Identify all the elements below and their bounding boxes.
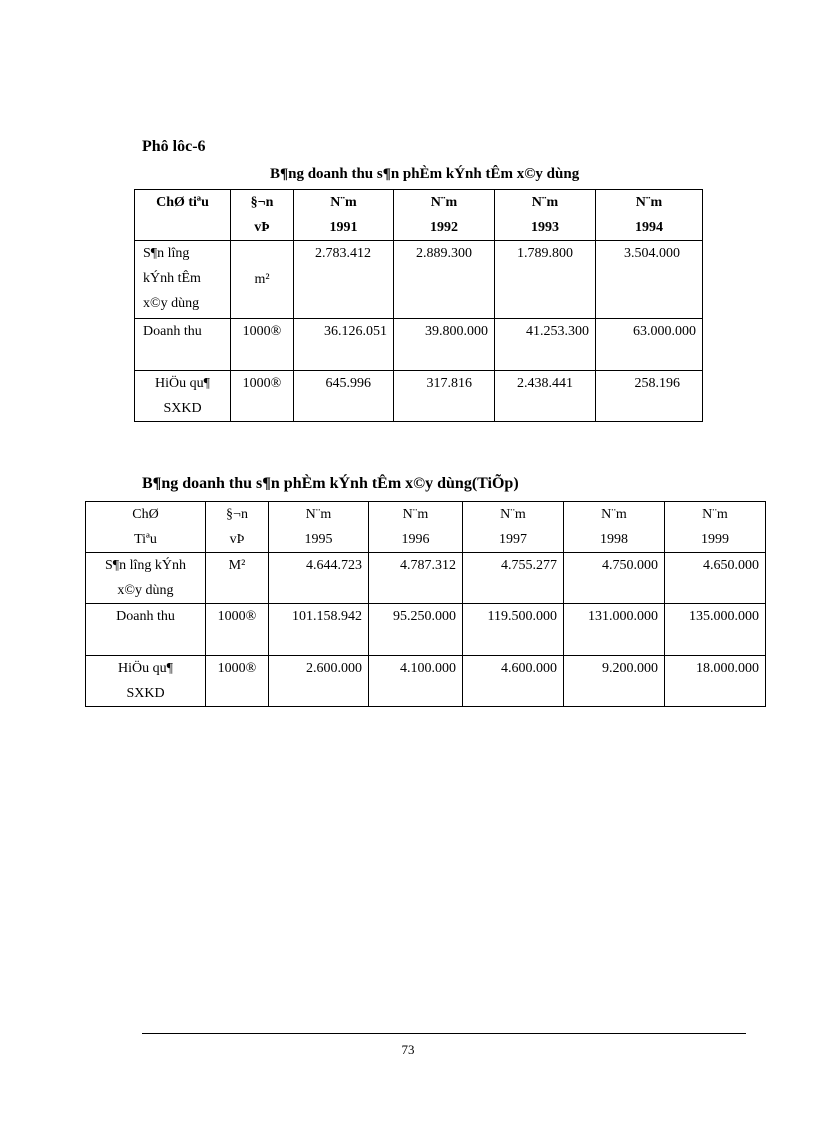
cell-value: 41.253.300: [495, 319, 596, 371]
cell-value: 135.000.000: [665, 604, 766, 656]
header-year: N¨m 1994: [596, 190, 703, 241]
cell-value: 4.600.000: [463, 656, 564, 707]
row-unit: 1000®: [206, 656, 269, 707]
header-year: N¨m 1995: [269, 502, 369, 553]
cell-value: 317.816: [394, 371, 495, 422]
cell-value: 2.600.000: [269, 656, 369, 707]
cell-value: 1.789.800: [495, 241, 596, 319]
cell-value: 4.100.000: [369, 656, 463, 707]
row-unit: 1000®: [231, 319, 294, 371]
table1-title: B¶ng doanh thu s¶n phÈm kÝnh tÊm x©y dùng: [270, 166, 580, 182]
cell-value: 4.644.723: [269, 553, 369, 604]
cell-value: 95.250.000: [369, 604, 463, 656]
header-year: N¨m 1999: [665, 502, 766, 553]
row-label: S¶n lîng kÝnh x©y dùng: [86, 553, 206, 604]
table-row: [86, 656, 766, 707]
table-row: [86, 604, 766, 656]
cell-value: 645.996: [294, 371, 394, 422]
header-year: N¨m 1991: [294, 190, 394, 241]
row-label: S¶n lîng kÝnh tÊm x©y dùng: [135, 241, 231, 319]
cell-value: 4.787.312: [369, 553, 463, 604]
row-label: Doanh thu: [86, 604, 206, 656]
cell-value: 131.000.000: [564, 604, 665, 656]
row-label: HiÖu qu¶ SXKD: [135, 371, 231, 422]
header-indicator: ChØ tiªu: [135, 190, 231, 241]
row-unit: m²: [231, 241, 294, 319]
table2-title: B¶ng doanh thu s¶n phÈm kÝnh tÊm x©y dùng(TiÕp): [142, 475, 519, 492]
cell-value: 36.126.051: [294, 319, 394, 371]
table-row: [135, 241, 703, 319]
cell-value: 4.755.277: [463, 553, 564, 604]
header-year: N¨m 1997: [463, 502, 564, 553]
cell-value: 4.650.000: [665, 553, 766, 604]
header-indicator: ChØ Tiªu: [86, 502, 206, 553]
header-unit: §¬n vÞ: [206, 502, 269, 553]
cell-value: 2.889.300: [394, 241, 495, 319]
header-unit: §¬n vÞ: [231, 190, 294, 241]
cell-value: 2.438.441: [495, 371, 596, 422]
row-unit: 1000®: [231, 371, 294, 422]
header-year: N¨m 1996: [369, 502, 463, 553]
cell-value: 39.800.000: [394, 319, 495, 371]
revenue-table-1991-1994: [134, 189, 703, 422]
cell-value: 9.200.000: [564, 656, 665, 707]
cell-value: 119.500.000: [463, 604, 564, 656]
cell-value: 18.000.000: [665, 656, 766, 707]
cell-value: 101.158.942: [269, 604, 369, 656]
header-year: N¨m 1998: [564, 502, 665, 553]
row-unit: M²: [206, 553, 269, 604]
table-row: [135, 319, 703, 371]
row-label: Doanh thu: [135, 319, 231, 371]
appendix-label: Phô lôc-6: [142, 138, 206, 155]
table-row: [135, 371, 703, 422]
table-header-row: [86, 502, 766, 553]
revenue-table-1995-1999: [85, 501, 766, 707]
table-header-row: [135, 190, 703, 241]
cell-value: 63.000.000: [596, 319, 703, 371]
row-label: HiÖu qu¶ SXKD: [86, 656, 206, 707]
cell-value: 258.196: [596, 371, 703, 422]
table-row: [86, 553, 766, 604]
page-number: 73: [401, 1042, 415, 1057]
header-year: N¨m 1993: [495, 190, 596, 241]
footer-divider: [142, 1033, 746, 1034]
row-unit: 1000®: [206, 604, 269, 656]
header-year: N¨m 1992: [394, 190, 495, 241]
cell-value: 4.750.000: [564, 553, 665, 604]
cell-value: 2.783.412: [294, 241, 394, 319]
cell-value: 3.504.000: [596, 241, 703, 319]
